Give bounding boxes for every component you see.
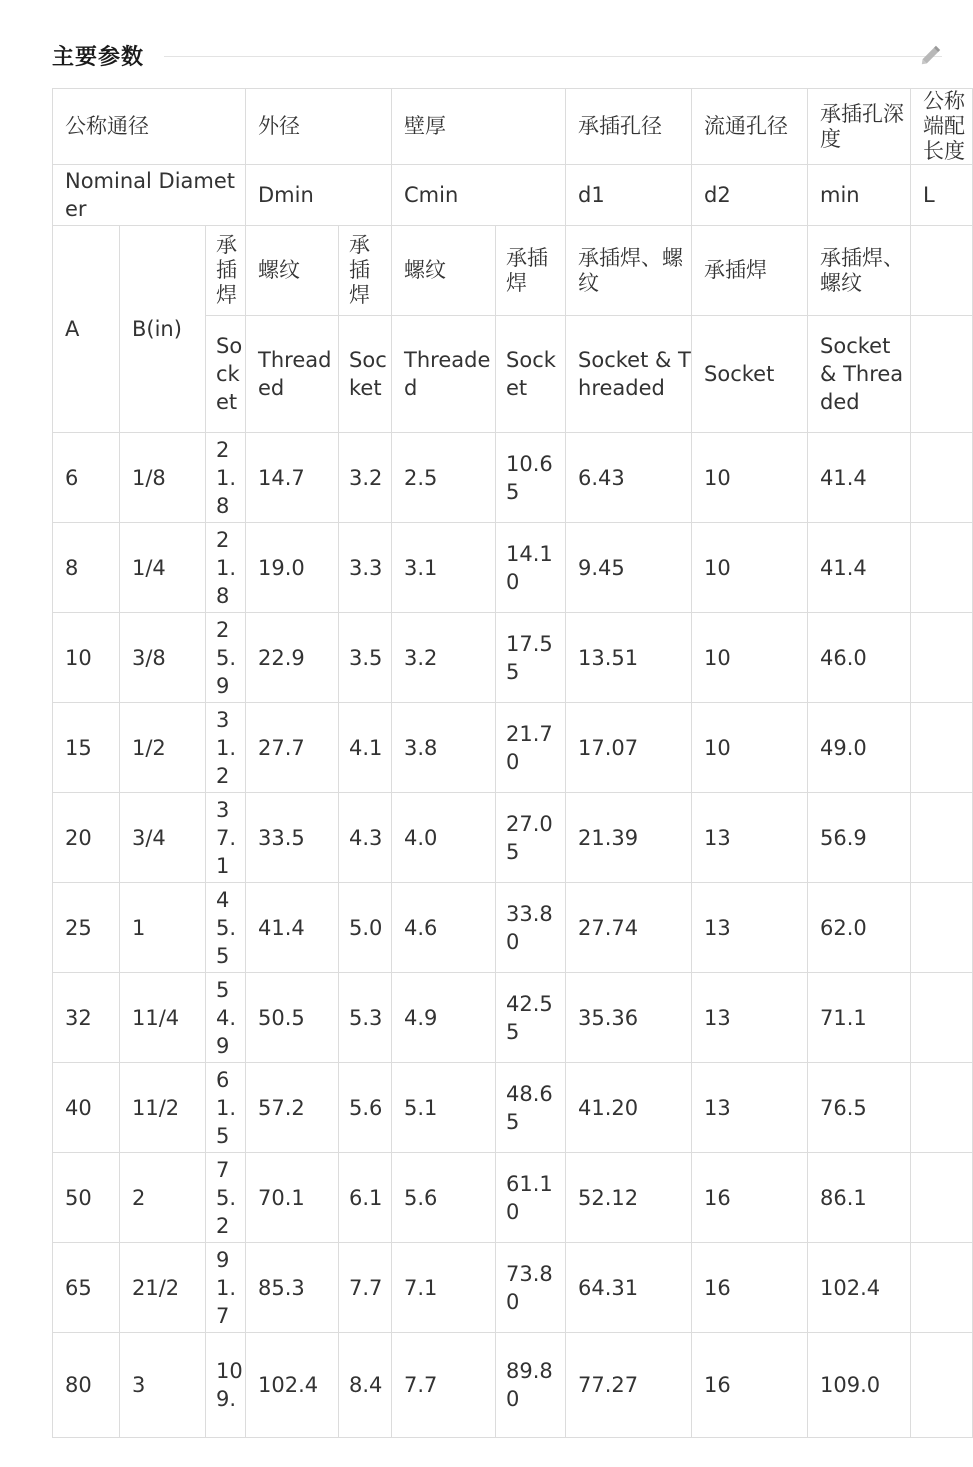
cell-empty [911,793,973,883]
cell-length-l: 41.4 [808,433,911,523]
cell-depth-min: 13 [692,1063,808,1153]
header-row-cn [53,89,973,165]
cell-cmin-socket: 3.3 [339,523,392,613]
cell-empty [911,613,973,703]
cell-a: 15 [53,703,120,793]
cell-length-l: 56.9 [808,793,911,883]
cell-d2: 17.07 [566,703,692,793]
cell-d1: 33.80 [496,883,566,973]
table-row [53,1333,973,1438]
cell-length-l: 46.0 [808,613,911,703]
cell-b-in: 1 [120,883,206,973]
header-wall-thickness-cn: 壁厚 [392,89,566,165]
cell-a: 65 [53,1243,120,1333]
header-type-cn: 承插焊 [692,226,808,316]
cell-d1: 17.55 [496,613,566,703]
header-d1: d1 [566,165,692,226]
cell-length-l: 102.4 [808,1243,911,1333]
table-row [53,1063,973,1153]
header-type-en: Socket [496,316,566,433]
cell-d1: 89.80 [496,1333,566,1438]
cell-cmin-socket: 7.7 [339,1243,392,1333]
header-type-en: Threaded [246,316,339,433]
cell-b-in: 11/4 [120,973,206,1063]
cell-length-l: 86.1 [808,1153,911,1243]
cell-dmin-socket: 54.9 [206,973,246,1063]
cell-dmin-socket: 31.2 [206,703,246,793]
cell-empty [911,703,973,793]
table-row [53,433,973,523]
table-row [53,1153,973,1243]
cell-d2: 13.51 [566,613,692,703]
cell-cmin-socket: 5.3 [339,973,392,1063]
cell-d2: 64.31 [566,1243,692,1333]
cell-cmin-threaded: 3.8 [392,703,496,793]
cell-b-in: 21/2 [120,1243,206,1333]
cell-dmin-socket: 37.1 [206,793,246,883]
header-dmin: Dmin [246,165,392,226]
cell-cmin-threaded: 4.9 [392,973,496,1063]
cell-b-in: 1/4 [120,523,206,613]
header-cmin: Cmin [392,165,566,226]
table-row [53,703,973,793]
cell-depth-min: 16 [692,1333,808,1438]
cell-a: 20 [53,793,120,883]
cell-dmin-socket: 91.7 [206,1243,246,1333]
cell-dmin-threaded: 41.4 [246,883,339,973]
header-type-en: Threaded [392,316,496,433]
cell-a: 40 [53,1063,120,1153]
header-d2: d2 [692,165,808,226]
cell-d2: 27.74 [566,883,692,973]
cell-d1: 14.10 [496,523,566,613]
header-nominal-diameter-cn: 公称通径 [53,89,246,165]
header-type-en: Socket & Threaded [566,316,692,433]
cell-cmin-threaded: 7.7 [392,1333,496,1438]
cell-d2: 6.43 [566,433,692,523]
cell-length-l: 76.5 [808,1063,911,1153]
header-type-en: Socket [206,316,246,433]
table-row [53,883,973,973]
cell-cmin-threaded: 7.1 [392,1243,496,1333]
cell-depth-min: 10 [692,613,808,703]
cell-length-l: 109.0 [808,1333,911,1438]
cell-cmin-socket: 6.1 [339,1153,392,1243]
cell-dmin-socket: 109. [206,1333,246,1438]
cell-depth-min: 16 [692,1153,808,1243]
cell-length-l: 41.4 [808,523,911,613]
header-type-cn: 承插焊 [496,226,566,316]
header-b-in: B(in) [120,226,206,433]
cell-depth-min: 13 [692,883,808,973]
cell-d2: 21.39 [566,793,692,883]
cell-cmin-socket: 5.6 [339,1063,392,1153]
cell-cmin-threaded: 4.0 [392,793,496,883]
cell-d1: 10.65 [496,433,566,523]
cell-empty [911,1243,973,1333]
cell-b-in: 11/2 [120,1063,206,1153]
header-end-length-cn: 公称端配长度 [911,89,973,165]
table-row [53,793,973,883]
cell-empty [911,1063,973,1153]
parameters-table [52,88,973,1438]
cell-cmin-socket: 5.0 [339,883,392,973]
cell-b-in: 3/4 [120,793,206,883]
cell-d2: 52.12 [566,1153,692,1243]
cell-dmin-socket: 21.8 [206,433,246,523]
cell-dmin-socket: 25.9 [206,613,246,703]
cell-b-in: 1/8 [120,433,206,523]
cell-cmin-threaded: 5.1 [392,1063,496,1153]
cell-cmin-socket: 3.2 [339,433,392,523]
cell-empty [911,883,973,973]
cell-empty [911,1153,973,1243]
cell-dmin-threaded: 57.2 [246,1063,339,1153]
header-l: L [911,165,973,226]
header-type-cn: 承插焊、螺纹 [566,226,692,316]
cell-depth-min: 10 [692,523,808,613]
cell-d1: 27.05 [496,793,566,883]
cell-length-l: 62.0 [808,883,911,973]
cell-cmin-threaded: 5.6 [392,1153,496,1243]
cell-a: 6 [53,433,120,523]
cell-dmin-socket: 61.5 [206,1063,246,1153]
cell-dmin-threaded: 33.5 [246,793,339,883]
parameters-table-viewport[interactable] [52,88,966,1411]
cell-dmin-threaded: 27.7 [246,703,339,793]
header-type-cn: 螺纹 [246,226,339,316]
cell-cmin-socket: 8.4 [339,1333,392,1438]
header-type-en: Socket [692,316,808,433]
cell-d2: 9.45 [566,523,692,613]
cell-b-in: 1/2 [120,703,206,793]
header-nominal-diameter-en: Nominal Diameter [53,165,246,226]
header-a: A [53,226,120,433]
header-type-cn: 螺纹 [392,226,496,316]
cell-b-in: 3 [120,1333,206,1438]
header-type-en: Socket [339,316,392,433]
section-title: 主要参数 [52,45,145,70]
divider [164,56,942,57]
cell-a: 25 [53,883,120,973]
header-flow-bore-cn: 流通孔径 [692,89,808,165]
header-socket-depth-cn: 承插孔深度 [808,89,911,165]
header-row-en [53,165,973,226]
cell-dmin-threaded: 102.4 [246,1333,339,1438]
cell-a: 32 [53,973,120,1063]
cell-dmin-threaded: 22.9 [246,613,339,703]
cell-empty [911,1333,973,1438]
cell-d1: 61.10 [496,1153,566,1243]
header-type-en: Socket & Threaded [808,316,911,433]
cell-cmin-threaded: 3.2 [392,613,496,703]
cell-depth-min: 10 [692,433,808,523]
header-row-type-cn [53,226,973,316]
cell-dmin-threaded: 14.7 [246,433,339,523]
cell-d1: 21.70 [496,703,566,793]
cell-dmin-threaded: 19.0 [246,523,339,613]
cell-a: 50 [53,1153,120,1243]
cell-cmin-threaded: 2.5 [392,433,496,523]
header-socket-bore-cn: 承插孔径 [566,89,692,165]
cell-length-l: 49.0 [808,703,911,793]
cell-cmin-socket: 4.3 [339,793,392,883]
cell-empty [911,973,973,1063]
cell-cmin-socket: 4.1 [339,703,392,793]
section-header [52,38,948,74]
cell-a: 80 [53,1333,120,1438]
cell-dmin-threaded: 50.5 [246,973,339,1063]
cell-d2: 77.27 [566,1333,692,1438]
cell-dmin-threaded: 85.3 [246,1243,339,1333]
cell-dmin-threaded: 70.1 [246,1153,339,1243]
cell-b-in: 2 [120,1153,206,1243]
cell-empty [911,433,973,523]
header-type-cn: 承插焊、螺纹 [808,226,911,316]
header-min: min [808,165,911,226]
cell-depth-min: 10 [692,703,808,793]
cell-d1: 73.80 [496,1243,566,1333]
cell-a: 8 [53,523,120,613]
cell-depth-min: 13 [692,793,808,883]
table-row [53,1243,973,1333]
header-type-cn: 承插焊 [339,226,392,316]
cell-length-l: 71.1 [808,973,911,1063]
cell-depth-min: 13 [692,973,808,1063]
cell-d2: 41.20 [566,1063,692,1153]
table-row [53,523,973,613]
cell-depth-min: 16 [692,1243,808,1333]
cell-dmin-socket: 21.8 [206,523,246,613]
cell-d1: 48.65 [496,1063,566,1153]
cell-cmin-threaded: 4.6 [392,883,496,973]
cell-b-in: 3/8 [120,613,206,703]
cell-cmin-threaded: 3.1 [392,523,496,613]
pencil-icon[interactable] [918,42,944,68]
cell-dmin-socket: 45.5 [206,883,246,973]
cell-d2: 35.36 [566,973,692,1063]
header-outer-diameter-cn: 外径 [246,89,392,165]
cell-dmin-socket: 75.2 [206,1153,246,1243]
cell-cmin-socket: 3.5 [339,613,392,703]
header-type-cn: 承插焊 [206,226,246,316]
table-row [53,613,973,703]
cell-empty [911,523,973,613]
header-type-en-empty [911,316,973,433]
table-row [53,973,973,1063]
cell-a: 10 [53,613,120,703]
header-type-cn-empty [911,226,973,316]
cell-d1: 42.55 [496,973,566,1063]
